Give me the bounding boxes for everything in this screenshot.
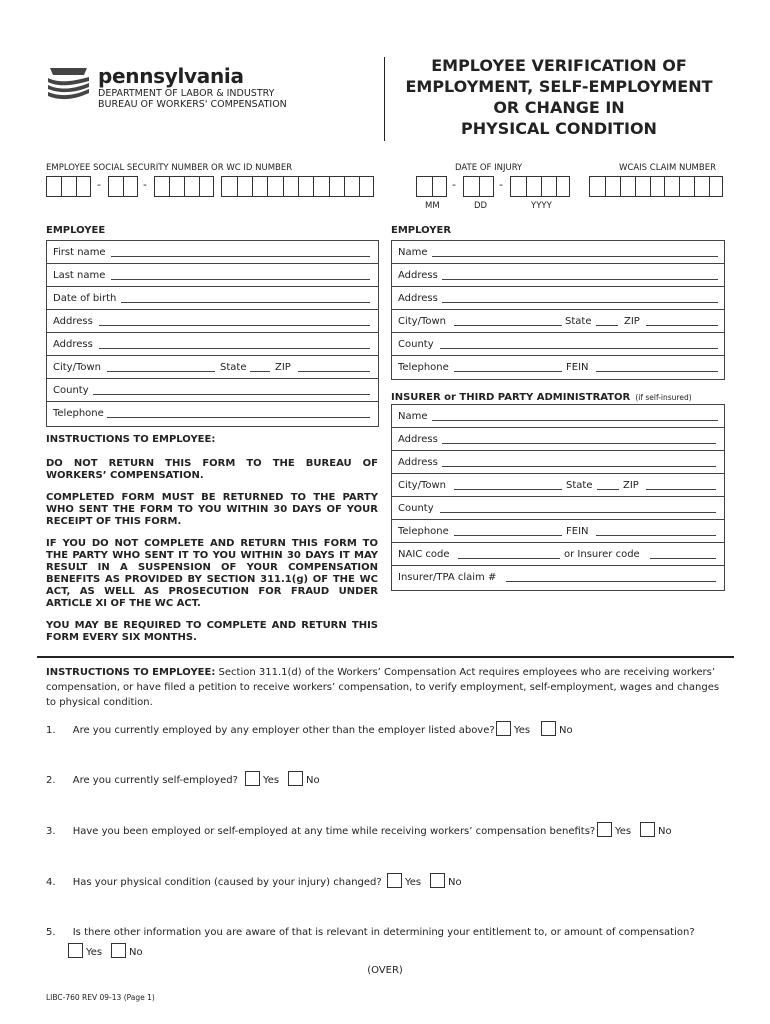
instruction-return-within-30: COMPLETED FORM MUST BE RETURNED TO THE PARTY WHO SENT THE FORM TO YOU WITHIN 30 DAYS OF YOUR RECEIPT OF THIS FORM. xyxy=(46,492,378,527)
last-name-line[interactable] xyxy=(111,279,370,280)
over-indicator: (OVER) xyxy=(367,965,403,976)
q5-no-option[interactable] xyxy=(111,943,143,958)
employee-instructions-heading: INSTRUCTIONS TO EMPLOYEE: xyxy=(46,434,216,445)
no-label: No xyxy=(559,725,573,736)
address-line[interactable] xyxy=(99,325,370,326)
employer-address-2-field[interactable] xyxy=(392,287,724,310)
dept-line-2: BUREAU OF WORKERS' COMPENSATION xyxy=(98,99,287,110)
employee-heading: EMPLOYEE xyxy=(46,225,106,236)
no-label: No xyxy=(658,826,672,837)
main-instructions xyxy=(46,665,726,710)
claim-label: Insurer/TPA claim # xyxy=(398,572,497,583)
q3-yes-checkbox[interactable] xyxy=(597,822,612,837)
q3-no-option[interactable] xyxy=(640,822,672,837)
instruction-suspension-warning: IF YOU DO NOT COMPLETE AND RETURN THIS FORM TO THE PARTY WHO SENT IT TO YOU WITHIN 30 DAYS IT MAY RESULT IN A SUSPENSION OF YOUR COMPENSATION BENEFITS AS PROVIDED BY SECTION 311.1(g) OF THE WC ACT, AS WELL AS PROSECUTION FOR FRAUD UNDER ARTICLE XI OF THE WC ACT. xyxy=(46,538,378,609)
question-3 xyxy=(46,826,595,837)
ssn-dash-2: - xyxy=(143,178,147,191)
yes-label: Yes xyxy=(514,725,531,736)
insurer-code-line[interactable] xyxy=(650,558,716,559)
employer-address-1-field[interactable] xyxy=(392,264,724,287)
q3-yes-option[interactable] xyxy=(597,822,631,837)
question-text: Are you currently employed by any employer other than the employer listed above? xyxy=(72,725,495,736)
zip-line[interactable] xyxy=(646,325,718,326)
employer-fields xyxy=(391,240,725,380)
question-number: 3. xyxy=(46,826,56,837)
no-label: No xyxy=(306,775,320,786)
q2-no-checkbox[interactable] xyxy=(288,771,303,786)
insurer-claim-field[interactable] xyxy=(392,566,724,591)
state-label: State xyxy=(565,316,592,327)
employer-name-field[interactable] xyxy=(392,241,724,264)
form-title xyxy=(390,55,728,139)
insurer-code-label: or Insurer code xyxy=(564,549,640,560)
telephone-line[interactable] xyxy=(107,417,370,418)
county-label: County xyxy=(53,385,89,396)
insurer-address-1-field[interactable] xyxy=(392,428,724,451)
question-1 xyxy=(46,725,495,736)
employer-city-state-zip-field[interactable] xyxy=(392,310,724,333)
q3-no-checkbox[interactable] xyxy=(640,822,655,837)
fein-line[interactable] xyxy=(596,371,718,372)
naic-line[interactable] xyxy=(458,558,560,559)
q2-no-option[interactable] xyxy=(288,771,320,786)
state-line[interactable] xyxy=(597,489,619,490)
form-id: LIBC-760 REV 09-13 (Page 1) xyxy=(46,993,155,1002)
injury-year-input[interactable] xyxy=(510,176,570,197)
insurer-name-field[interactable] xyxy=(392,405,724,428)
q4-yes-option[interactable] xyxy=(387,873,421,888)
insurer-heading: INSURER or THIRD PARTY ADMINISTRATOR xyxy=(391,392,631,403)
employer-county-field[interactable] xyxy=(392,333,724,356)
zip-label: ZIP xyxy=(624,316,640,327)
employee-fields xyxy=(46,240,379,427)
employee-address-1-field[interactable] xyxy=(47,310,378,333)
address-label: Address xyxy=(398,434,438,445)
city-label: City/Town xyxy=(53,362,102,373)
claim-line[interactable] xyxy=(506,581,716,582)
q2-yes-checkbox[interactable] xyxy=(245,771,260,786)
ssn-group-2-input[interactable] xyxy=(108,176,138,197)
county-label: County xyxy=(398,339,434,350)
zip-label: ZIP xyxy=(275,362,291,373)
yes-label: Yes xyxy=(86,947,103,958)
question-number: 2. xyxy=(46,775,56,786)
fein-label: FEIN xyxy=(566,362,589,373)
insurer-telephone-fein-field[interactable] xyxy=(392,520,724,543)
q1-no-checkbox[interactable] xyxy=(541,721,556,736)
telephone-label: Telephone xyxy=(398,526,449,537)
telephone-label: Telephone xyxy=(398,362,449,373)
employer-heading: EMPLOYER xyxy=(391,225,452,236)
no-label: No xyxy=(448,877,462,888)
fein-label: FEIN xyxy=(566,526,589,537)
telephone-line[interactable] xyxy=(454,535,562,536)
employee-last-name-field[interactable] xyxy=(47,264,378,287)
question-5 xyxy=(46,927,695,938)
main-instructions-lead: INSTRUCTIONS TO EMPLOYEE: xyxy=(46,667,216,678)
department-name xyxy=(98,88,287,110)
question-4 xyxy=(46,877,382,888)
date-of-injury-label: DATE OF INJURY xyxy=(455,163,523,173)
dd-label: DD xyxy=(474,201,488,211)
header-divider xyxy=(384,57,385,141)
address-label: Address xyxy=(53,339,93,350)
q4-no-option[interactable] xyxy=(430,873,462,888)
q5-yes-checkbox[interactable] xyxy=(68,943,83,958)
wcais-claim-label: WCAIS CLAIM NUMBER xyxy=(619,163,717,173)
question-text: Are you currently self-employed? xyxy=(72,775,238,786)
address-label: Address xyxy=(53,316,93,327)
q1-yes-option[interactable] xyxy=(496,721,530,736)
no-label: No xyxy=(129,947,143,958)
title-line-2: EMPLOYMENT, SELF-EMPLOYMENT xyxy=(405,77,713,96)
address-line[interactable] xyxy=(99,348,370,349)
city-label: City/Town xyxy=(398,316,447,327)
insurer-city-state-zip-field[interactable] xyxy=(392,474,724,497)
ssn-dash-1: - xyxy=(97,178,101,191)
yes-label: Yes xyxy=(263,775,280,786)
name-label: Name xyxy=(398,247,428,258)
employee-city-state-zip-field[interactable] xyxy=(47,356,378,379)
zip-line[interactable] xyxy=(298,371,370,372)
employee-county-field[interactable] xyxy=(47,379,378,402)
address-line[interactable] xyxy=(442,443,716,444)
insurer-fields xyxy=(391,404,725,591)
question-text: Is there other information you are aware of that is relevant in determining your entitlement to, or amount of compensation? xyxy=(72,927,695,938)
address-label: Address xyxy=(398,457,438,468)
yyyy-label: YYYY xyxy=(531,201,552,211)
address-label: Address xyxy=(398,270,438,281)
first-name-line[interactable] xyxy=(111,256,370,257)
question-number: 5. xyxy=(46,927,56,938)
q1-no-option[interactable] xyxy=(541,721,573,736)
date-dash-1: - xyxy=(452,178,456,191)
dob-line[interactable] xyxy=(121,302,370,303)
zip-line[interactable] xyxy=(646,489,716,490)
yes-label: Yes xyxy=(405,877,422,888)
q5-no-checkbox[interactable] xyxy=(111,943,126,958)
city-line[interactable] xyxy=(107,371,215,372)
state-label: State xyxy=(220,362,247,373)
injury-month-input[interactable] xyxy=(416,176,447,197)
name-label: Name xyxy=(398,411,428,422)
wc-id-number-input[interactable] xyxy=(221,176,374,197)
zip-label: ZIP xyxy=(623,480,639,491)
section-divider xyxy=(37,656,734,658)
dob-label: Date of birth xyxy=(53,293,117,304)
address-line[interactable] xyxy=(442,302,718,303)
q2-yes-option[interactable] xyxy=(245,771,279,786)
insurer-naic-field[interactable] xyxy=(392,543,724,566)
address-line[interactable] xyxy=(442,466,716,467)
address-label: Address xyxy=(398,293,438,304)
q5-yes-option[interactable] xyxy=(68,943,102,958)
naic-label: NAIC code xyxy=(398,549,450,560)
ssn-group-1-input[interactable] xyxy=(46,176,91,197)
last-name-label: Last name xyxy=(53,270,106,281)
q1-yes-checkbox[interactable] xyxy=(496,721,511,736)
question-text: Have you been employed or self-employed at any time while receiving workers’ compensation benefits? xyxy=(72,826,596,837)
instruction-every-six-months: YOU MAY BE REQUIRED TO COMPLETE AND RETURN THIS FORM EVERY SIX MONTHS. xyxy=(46,620,378,643)
main-instructions-text: Section 311.1(d) of the Workers’ Compensation Act requires employees who are receiving workers’ compensation, or have filed a petition to receive workers’ compensation, to verify employment, self-employment, wages and changes to physical condition. xyxy=(46,667,720,708)
city-line[interactable] xyxy=(454,489,562,490)
name-line[interactable] xyxy=(432,256,718,257)
fein-line[interactable] xyxy=(596,535,716,536)
date-dash-2: - xyxy=(499,178,503,191)
name-line[interactable] xyxy=(432,420,718,421)
yes-label: Yes xyxy=(615,826,632,837)
dept-line-1: DEPARTMENT OF LABOR & INDUSTRY xyxy=(98,88,275,99)
county-line[interactable] xyxy=(440,512,716,513)
first-name-label: First name xyxy=(53,247,106,258)
title-line-1: EMPLOYEE VERIFICATION OF xyxy=(431,56,687,75)
state-line[interactable] xyxy=(596,325,618,326)
pennsylvania-keystone-logo-icon xyxy=(46,62,91,104)
title-line-3: OR CHANGE IN xyxy=(493,98,625,117)
insurer-address-2-field[interactable] xyxy=(392,451,724,474)
wcais-claim-number-input[interactable] xyxy=(589,176,723,197)
city-line[interactable] xyxy=(454,325,562,326)
insurer-county-field[interactable] xyxy=(392,497,724,520)
title-line-4: PHYSICAL CONDITION xyxy=(461,119,657,138)
address-line[interactable] xyxy=(442,279,718,280)
ssn-label: EMPLOYEE SOCIAL SECURITY NUMBER OR WC ID NUMBER xyxy=(46,163,293,173)
employee-telephone-field[interactable] xyxy=(47,402,378,427)
state-line[interactable] xyxy=(250,371,270,372)
brand-name: pennsylvania xyxy=(98,64,244,88)
q4-yes-checkbox[interactable] xyxy=(387,873,402,888)
county-label: County xyxy=(398,503,434,514)
county-line[interactable] xyxy=(93,394,370,395)
city-label: City/Town xyxy=(398,480,447,491)
employee-dob-field[interactable] xyxy=(47,287,378,310)
telephone-line[interactable] xyxy=(454,371,562,372)
question-number: 4. xyxy=(46,877,56,888)
question-number: 1. xyxy=(46,725,56,736)
question-text: Has your physical condition (caused by your injury) changed? xyxy=(72,877,382,888)
instruction-do-not-return: DO NOT RETURN THIS FORM TO THE BUREAU OF WORKERS’ COMPENSATION. xyxy=(46,458,378,481)
ssn-group-3-input[interactable] xyxy=(154,176,214,197)
employer-telephone-fein-field[interactable] xyxy=(392,356,724,380)
injury-day-input[interactable] xyxy=(463,176,494,197)
question-2 xyxy=(46,775,238,786)
insurer-heading-block xyxy=(391,385,692,404)
mm-label: MM xyxy=(425,201,440,211)
employee-address-2-field[interactable] xyxy=(47,333,378,356)
telephone-label: Telephone xyxy=(53,408,104,419)
county-line[interactable] xyxy=(440,348,718,349)
state-label: State xyxy=(566,480,593,491)
q4-no-checkbox[interactable] xyxy=(430,873,445,888)
insurer-note: (if self-insured) xyxy=(635,393,692,402)
employee-first-name-field[interactable] xyxy=(47,241,378,264)
